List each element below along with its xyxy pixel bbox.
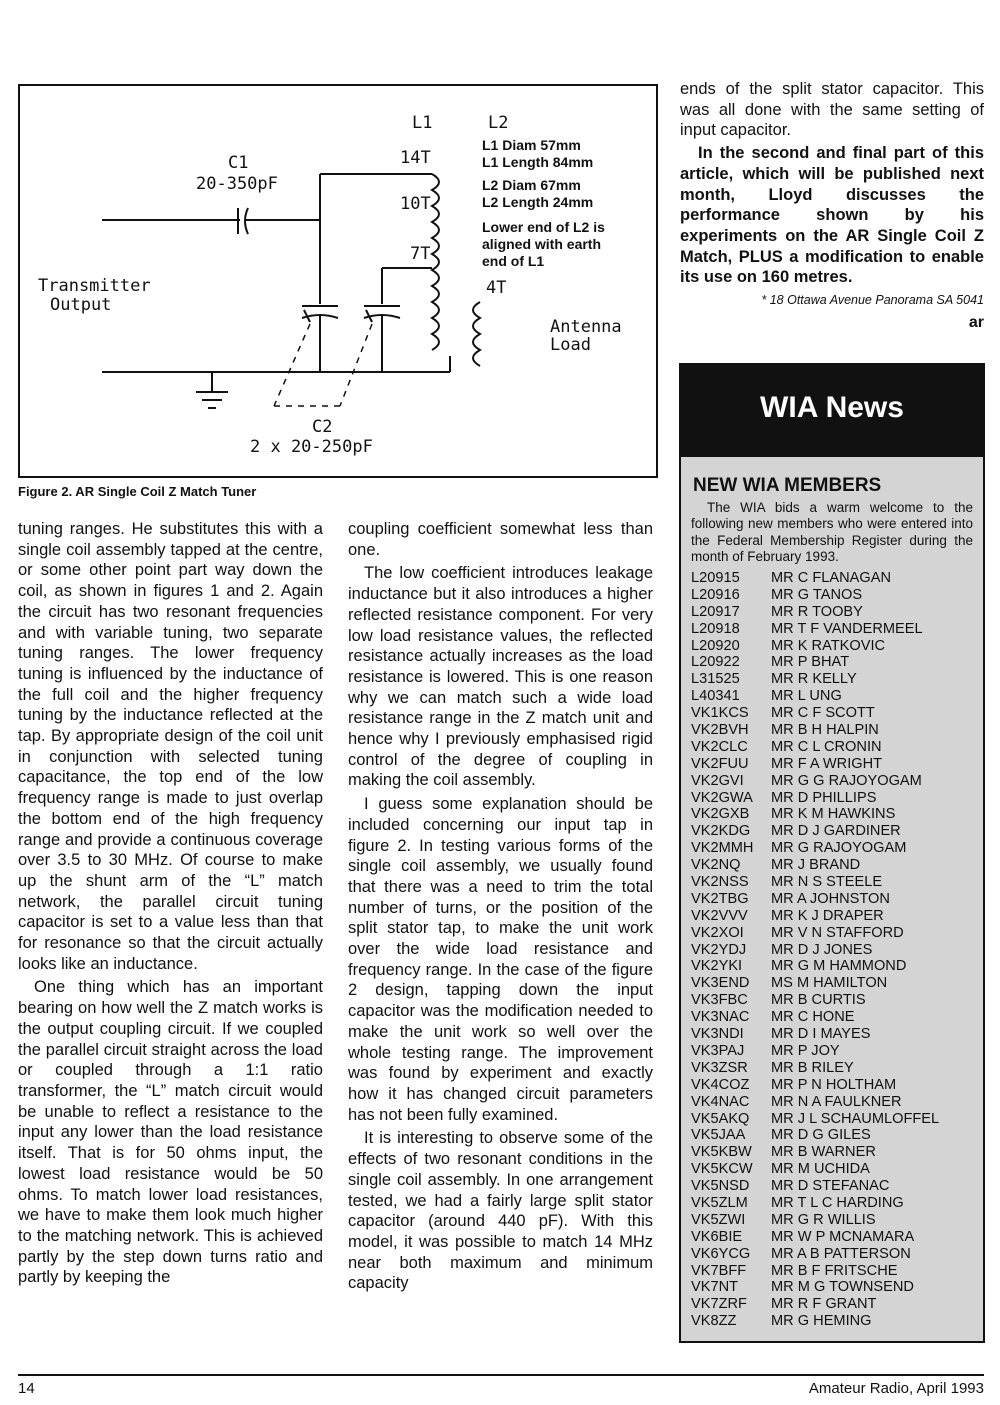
member-row bbox=[691, 739, 977, 756]
member-name: MR K M HAWKINS bbox=[771, 806, 896, 823]
figure-caption: Figure 2. AR Single Coil Z Match Tuner bbox=[18, 484, 257, 499]
member-row bbox=[691, 1161, 977, 1178]
member-name: MR T F VANDERMEEL bbox=[771, 620, 923, 637]
member-name: MR B H HALPIN bbox=[771, 722, 879, 739]
member-row bbox=[691, 773, 977, 790]
label-c1-value: 20-350pF bbox=[196, 174, 278, 194]
footer-rule bbox=[18, 1374, 984, 1376]
article-column-2 bbox=[348, 519, 653, 1294]
paragraph: The low coefficient introduces leakage inductance but it also introduces a higher reflected resistance component. For very low load resistance values, the reflected resistance actually increases as the load resistance is lowered. This is one reason why we can match such a wide load resistance range in the Z match unit and hence why I previously emphasised rigid control of the degree of coupling in making the coil assembly. bbox=[348, 564, 653, 790]
member-row bbox=[691, 705, 977, 722]
wia-news-header bbox=[681, 365, 983, 457]
label-l1: L1 bbox=[412, 113, 433, 133]
member-callsign: L20915 bbox=[691, 570, 740, 586]
label-transmitter: Transmitter bbox=[38, 276, 151, 296]
member-callsign: VK2GXB bbox=[691, 806, 750, 823]
member-name: MR P JOY bbox=[771, 1042, 840, 1059]
wia-news-title: WIA News bbox=[760, 391, 904, 424]
member-row bbox=[691, 756, 977, 773]
member-row bbox=[691, 1026, 977, 1043]
member-callsign: L31525 bbox=[691, 671, 740, 688]
new-members-heading: NEW WIA MEMBERS bbox=[693, 475, 882, 496]
member-callsign: L40341 bbox=[691, 688, 740, 705]
member-callsign: VK3PAJ bbox=[691, 1042, 745, 1059]
member-row bbox=[691, 587, 977, 604]
spec-line: aligned with earth bbox=[482, 236, 602, 252]
spec-line: L2 Length 24mm bbox=[482, 194, 594, 210]
member-row bbox=[691, 621, 977, 638]
member-row bbox=[691, 1296, 977, 1313]
member-callsign: VK2BVH bbox=[691, 722, 749, 739]
member-name: MR C F SCOTT bbox=[771, 705, 875, 722]
member-callsign: VK6YCG bbox=[691, 1245, 751, 1262]
member-row bbox=[691, 992, 977, 1009]
member-name: MR D J JONES bbox=[771, 941, 873, 958]
label-c2-value: 2 x 20-250pF bbox=[250, 437, 373, 457]
member-row bbox=[691, 604, 977, 621]
member-name: MR G M HAMMOND bbox=[771, 958, 907, 975]
spec-line: L2 Diam 67mm bbox=[482, 177, 581, 193]
member-callsign: VK2TBG bbox=[691, 890, 749, 907]
label-tap-7t: 7T bbox=[410, 244, 431, 264]
member-name: MR G G RAJOYOGAM bbox=[771, 772, 922, 789]
label-tap-10t: 10T bbox=[400, 194, 431, 214]
member-name: MR D I MAYES bbox=[771, 1026, 871, 1043]
member-callsign: VK2MMH bbox=[691, 840, 754, 857]
label-antenna: Antenna bbox=[550, 317, 622, 337]
member-callsign: VK3NDI bbox=[691, 1026, 744, 1043]
member-name: MR R F GRANT bbox=[771, 1296, 877, 1313]
member-row bbox=[691, 570, 977, 587]
member-callsign: VK2NQ bbox=[691, 857, 741, 874]
member-row bbox=[691, 908, 977, 925]
member-callsign: VK6BIE bbox=[691, 1228, 743, 1245]
end-mark: ar bbox=[968, 313, 984, 331]
member-row bbox=[691, 942, 977, 959]
member-row bbox=[691, 840, 977, 857]
member-name: MR V N STAFFORD bbox=[771, 924, 904, 941]
member-name: MR J L SCHAUMLOFFEL bbox=[771, 1110, 940, 1127]
author-address: * 18 Ottawa Avenue Panorama SA 5041 bbox=[761, 293, 984, 308]
member-name: MR J BRAND bbox=[771, 857, 861, 874]
member-callsign: VK7BFF bbox=[691, 1262, 747, 1279]
member-callsign: VK5JAA bbox=[691, 1127, 746, 1144]
member-row bbox=[691, 857, 977, 874]
member-callsign: VK4COZ bbox=[691, 1076, 750, 1093]
label-tap-14t: 14T bbox=[400, 148, 431, 168]
spec-line: L1 Diam 57mm bbox=[482, 137, 581, 153]
member-row bbox=[691, 1060, 977, 1077]
member-name: MR A JOHNSTON bbox=[771, 890, 890, 907]
member-callsign: VK7NT bbox=[691, 1279, 739, 1296]
paragraph: coupling coefficient somewhat less than one. bbox=[348, 520, 653, 559]
member-callsign: VK2FUU bbox=[691, 755, 749, 772]
member-name: MR M G TOWNSEND bbox=[771, 1279, 914, 1296]
member-name: MR F A WRIGHT bbox=[771, 755, 883, 772]
member-callsign: L20920 bbox=[691, 637, 740, 654]
member-callsign: L20918 bbox=[691, 620, 740, 637]
member-row bbox=[691, 1212, 977, 1229]
member-name: MR M UCHIDA bbox=[771, 1161, 870, 1178]
paragraph: ends of the split stator capacitor. This was all done with the same setting of input capacitor. bbox=[680, 80, 984, 140]
member-name: MR P N HOLTHAM bbox=[771, 1076, 897, 1093]
spec-line: Lower end of L2 is bbox=[482, 219, 605, 235]
circuit-figure bbox=[18, 84, 658, 478]
spec-line: end of L1 bbox=[482, 253, 545, 269]
new-members-intro bbox=[691, 500, 973, 565]
member-callsign: VK5KCW bbox=[691, 1161, 753, 1178]
label-tap-4t: 4T bbox=[486, 278, 507, 298]
page-number: 14 bbox=[18, 1380, 35, 1397]
member-row bbox=[691, 975, 977, 992]
member-row bbox=[691, 1111, 977, 1128]
member-row bbox=[691, 671, 977, 688]
member-name: MR D STEFANAC bbox=[771, 1178, 890, 1195]
paragraph: It is interesting to observe some of the effects of two resonant conditions in the single coil assembly. In one arrangement tested, we had a fairly large split stator capacitor (around 440 pF). With this model, it was possible to match 14 MHz near both maximum and minimum capacity bbox=[348, 1129, 653, 1293]
member-callsign: VK2NSS bbox=[691, 874, 749, 891]
member-callsign: VK5NSD bbox=[691, 1178, 750, 1195]
member-callsign: VK2VVV bbox=[691, 907, 748, 924]
member-row bbox=[691, 654, 977, 671]
member-name: MR T L C HARDING bbox=[771, 1194, 904, 1211]
member-row bbox=[691, 1127, 977, 1144]
member-name: MR D G GILES bbox=[771, 1127, 871, 1144]
label-l2: L2 bbox=[488, 113, 509, 133]
wia-news-box bbox=[679, 363, 985, 1343]
next-issue-text: In the second and final part of this article, which will be published next month, Lloyd discusses the performance shown by his experiments on the AR Single Coil Z Match, PLUS a modification to enable its use on 160 metres. bbox=[680, 144, 984, 287]
member-name: MS M HAMILTON bbox=[771, 975, 888, 992]
member-name: MR A B PATTERSON bbox=[771, 1245, 911, 1262]
label-load: Load bbox=[550, 335, 591, 355]
member-row bbox=[691, 638, 977, 655]
member-name: MR P BHAT bbox=[771, 654, 850, 671]
member-name: MR C FLANAGAN bbox=[771, 570, 892, 586]
paragraph: I guess some explanation should be included concerning our input tap in figure 2. In testing various forms of the single coil assembly, we usually found that there was a need to trim the total number of turns, or the position of the split stator tap, to make the unit work over the wide load resistance and frequency range. In the case of the figure 2 design, tapping down the input capacitor was the modification needed to make the unit work so well over the whole testing range. The improvement was found by experiment and exactly how it has changed circuit parameters has not been fully examined. bbox=[348, 795, 653, 1124]
member-callsign: VK3ZSR bbox=[691, 1059, 748, 1076]
member-callsign: L20916 bbox=[691, 586, 740, 603]
member-name: MR N A FAULKNER bbox=[771, 1093, 902, 1110]
member-row bbox=[691, 688, 977, 705]
member-callsign: VK5AKQ bbox=[691, 1110, 750, 1127]
article-column-3 bbox=[680, 79, 984, 333]
member-name: MR D J GARDINER bbox=[771, 823, 901, 840]
member-name: MR N S STEELE bbox=[771, 874, 883, 891]
member-callsign: VK4NAC bbox=[691, 1093, 750, 1110]
member-callsign: VK2YKI bbox=[691, 958, 743, 975]
label-c2: C2 bbox=[312, 417, 333, 437]
member-callsign: VK7ZRF bbox=[691, 1296, 747, 1313]
member-name: MR C L CRONIN bbox=[771, 738, 882, 755]
member-name: MR B RILEY bbox=[771, 1059, 854, 1076]
member-callsign: VK2CLC bbox=[691, 738, 748, 755]
member-row bbox=[691, 823, 977, 840]
member-callsign: VK2GVI bbox=[691, 772, 744, 789]
paragraph: tuning ranges. He substitutes this with a single coil assembly tapped at the centre, or some other point part way down the coil, as shown in figures 1 and 2. Again the circuit has two resonant frequencies and with variable tuning, two separate tuning ranges. The lower frequency tuning is influenced by the inductance of the full coil and the higher frequency tuning by the inductance reflected at the tap. By appropriate design of the coil unit in conjunction with selected tuning capacitance, the top end of the low frequency range is made to just overlap the bottom end of the high frequency range and provide a continuous coverage over 3.5 to 30 MHz. Of course to make up the shunt arm of the “L” match network, the parallel circuit tuning capacitor is set to a value less than that for resonance so that the circuit actually looks like an inductance. bbox=[18, 520, 323, 973]
member-row bbox=[691, 806, 977, 823]
member-callsign: VK3NAC bbox=[691, 1009, 750, 1026]
member-name: MR W P MCNAMARA bbox=[771, 1228, 915, 1245]
member-name: MR R KELLY bbox=[771, 671, 857, 688]
member-name: MR K J DRAPER bbox=[771, 907, 884, 924]
member-callsign: VK5ZWI bbox=[691, 1211, 746, 1228]
member-name: MR R TOOBY bbox=[771, 603, 863, 620]
label-c1: C1 bbox=[228, 153, 249, 173]
magazine-issue: Amateur Radio, April 1993 bbox=[808, 1380, 984, 1397]
circuit-diagram bbox=[20, 86, 656, 476]
member-name: MR L UNG bbox=[771, 688, 842, 705]
member-callsign: L20922 bbox=[691, 654, 740, 671]
member-name: MR B F FRITSCHE bbox=[771, 1262, 898, 1279]
member-callsign: VK1KCS bbox=[691, 705, 749, 722]
member-row bbox=[691, 722, 977, 739]
member-row bbox=[691, 1246, 977, 1263]
member-row bbox=[691, 1178, 977, 1195]
member-row bbox=[691, 1077, 977, 1094]
members-list bbox=[691, 570, 977, 1330]
member-callsign: VK3END bbox=[691, 975, 750, 992]
member-row bbox=[691, 874, 977, 891]
member-name: MR C HONE bbox=[771, 1009, 855, 1026]
label-output: Output bbox=[50, 295, 112, 315]
member-callsign: VK5KBW bbox=[691, 1144, 752, 1161]
member-row bbox=[691, 790, 977, 807]
member-row bbox=[691, 1195, 977, 1212]
member-row bbox=[691, 891, 977, 908]
spec-line: L1 Length 84mm bbox=[482, 154, 594, 170]
member-callsign: VK3FBC bbox=[691, 992, 748, 1009]
member-name: MR B CURTIS bbox=[771, 992, 866, 1009]
member-callsign: VK5ZLM bbox=[691, 1194, 748, 1211]
member-name: MR G RAJOYOGAM bbox=[771, 840, 907, 857]
article-column-1 bbox=[18, 519, 323, 1288]
member-callsign: VK2GWA bbox=[691, 789, 753, 806]
member-callsign: VK8ZZ bbox=[691, 1313, 737, 1330]
member-name: MR B WARNER bbox=[771, 1144, 876, 1161]
member-row bbox=[691, 1229, 977, 1246]
member-row bbox=[691, 1094, 977, 1111]
member-callsign: L20917 bbox=[691, 603, 740, 620]
next-issue-note bbox=[680, 143, 984, 288]
member-name: MR G HEMING bbox=[771, 1313, 872, 1330]
member-row bbox=[691, 1009, 977, 1026]
member-row bbox=[691, 1313, 977, 1330]
member-row bbox=[691, 1263, 977, 1280]
member-name: MR G R WILLIS bbox=[771, 1211, 876, 1228]
member-callsign: VK2YDJ bbox=[691, 941, 747, 958]
member-callsign: VK2XOI bbox=[691, 924, 744, 941]
intro-text: The WIA bids a warm welcome to the following new members who were entered into the Federal Membership Register during the month of February 1993. bbox=[691, 500, 973, 564]
member-row bbox=[691, 1279, 977, 1296]
member-row bbox=[691, 1043, 977, 1060]
member-callsign: VK2KDG bbox=[691, 823, 751, 840]
member-name: MR G TANOS bbox=[771, 586, 863, 603]
member-row bbox=[691, 925, 977, 942]
member-row bbox=[691, 958, 977, 975]
member-name: MR K RATKOVIC bbox=[771, 637, 886, 654]
paragraph: One thing which has an important bearing on how well the Z match works is the output coupling circuit. If we coupled the parallel circuit straight across the load or coupled through a 1:1 ratio transformer, the “L” match circuit would be unable to reflect a resistance to the input any lower than the load resistance itself. That is for 50 ohms input, the lowest load resistance would be 50 ohms. To match lower load resistances, we have to make them look much higher to the matching network. This is achieved partly by the step down turns ratio and partly by keeping the bbox=[18, 978, 323, 1287]
member-row bbox=[691, 1144, 977, 1161]
member-name: MR D PHILLIPS bbox=[771, 789, 877, 806]
